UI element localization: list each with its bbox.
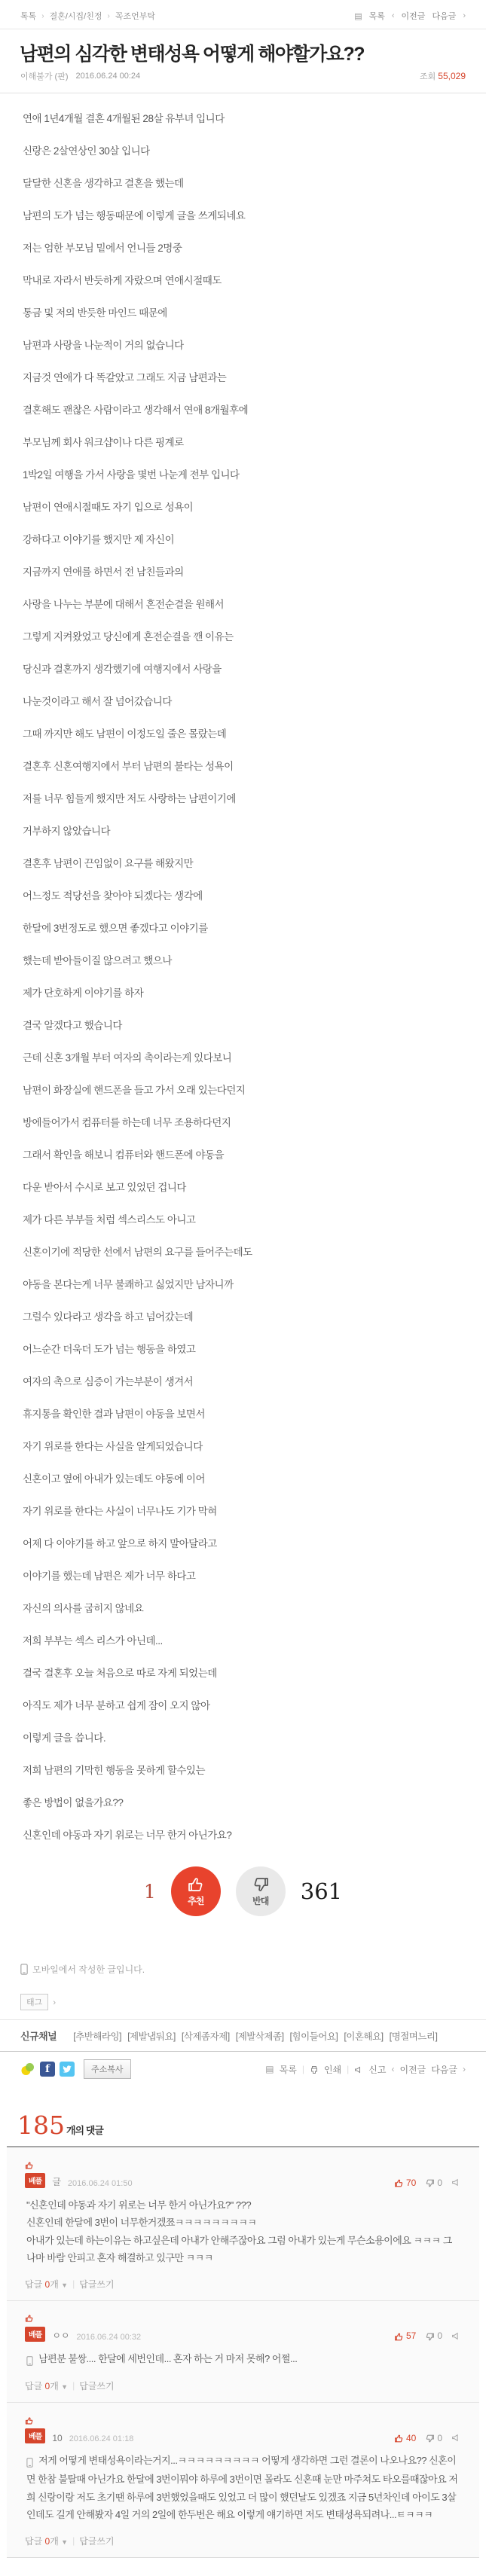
mobile-phone-icon [20, 1964, 28, 1975]
comment-list [7, 2146, 479, 2558]
post-paragraph: 남편이 화장실에 핸드폰을 들고 가서 오래 있는다던지 [23, 1085, 246, 1096]
comment-upvote-count: 57 [405, 2330, 417, 2342]
prev-post-link[interactable]: 이전글 [399, 2064, 426, 2075]
post-paragraph: 여자의 촉으로 심증이 가는부분이 생겨서 [23, 1376, 194, 1387]
comment-downvote-button[interactable] [425, 2178, 442, 2188]
channel-link[interactable]: [제발삭제좀] [235, 2031, 284, 2042]
post-paragraph: 신랑은 2살연상인 30살 입니다 [23, 145, 150, 157]
post-paragraph: 저희 남편의 기막힌 행동을 못하게 할수있는 [23, 1765, 205, 1776]
post-paragraph: 자기 위로를 한다는 사실이 너무나도 기가 막혀 [23, 1506, 217, 1517]
comment-count: 185 [17, 2111, 65, 2140]
thumb-down-icon [425, 2178, 435, 2188]
best-reply-badge-label: 베플 [25, 2428, 45, 2443]
comment-downvote-button[interactable] [425, 2330, 442, 2341]
next-arrow-icon: › [463, 2064, 466, 2074]
post-paragraph: 자기 위로를 한다는 사실을 알게되었습니다 [23, 1441, 203, 1452]
next-arrow-icon: › [463, 11, 466, 20]
post-paragraph: 그래서 확인을 해보니 컴퓨터와 핸드폰에 야동을 [23, 1149, 225, 1161]
comment-downvote-count: 0 [437, 2432, 442, 2443]
post-paragraph: 어제 다 이야기를 하고 앞으로 하지 말아달라고 [23, 1538, 217, 1549]
comment-author: ㅇㅇ [52, 2330, 70, 2341]
upvote-count: 1 [143, 1880, 156, 1903]
write-reply-button[interactable]: 답글쓰기 [79, 2535, 115, 2547]
share-row [0, 2051, 486, 2091]
list-icon: ▤ [354, 11, 362, 21]
post-paragraph: 그때 까지만 해도 남편이 이정도일 줄은 몰랐는데 [23, 728, 227, 740]
comment-item [7, 2301, 479, 2403]
post-paragraph: 남편이 연애시절때도 자기 입으로 성욕이 [23, 502, 194, 513]
post-paragraph: 달달한 신혼을 생각하고 결혼을 했는데 [23, 178, 184, 189]
comment-author: 글 [52, 2177, 61, 2187]
comment-line: "신혼인데 야동과 자기 위로는 너무 한거 아닌가요?" ??? [26, 2199, 252, 2211]
breadcrumb-separator-icon: › [41, 11, 44, 20]
post-paragraph: 결혼해도 괜찮은 사람이라고 생각해서 연애 8개월후에 [23, 404, 249, 416]
comment-line: 신혼인데 한달에 3번이 너무한거겠쬬ㅋㅋㅋㅋㅋㅋㅋㅋㅋ [26, 2217, 257, 2229]
view-count-label: 조회 [419, 72, 436, 81]
post-paragraph: 근데 신혼 3개월 부터 여자의 촉이라는게 있다보니 [23, 1052, 232, 1064]
prev-arrow-icon: ‹ [391, 11, 395, 20]
post-body [0, 93, 486, 1841]
report-icon [354, 2064, 363, 2074]
downvote-count: 361 [300, 1879, 343, 1904]
kakao-share-icon[interactable] [20, 2062, 35, 2077]
comment-report-button[interactable] [451, 2433, 461, 2443]
post-paragraph: 사랑을 나누는 부분에 대해서 혼전순결을 원해서 [23, 599, 225, 610]
post-paragraph: 연애 1년4개월 결혼 4개월된 28살 유부녀 입니다 [23, 113, 225, 124]
post-paragraph: 그렇게 지켜왔었고 당신에게 혼전순결을 깬 이유는 [23, 631, 234, 642]
comment-text [26, 2196, 460, 2267]
thumb-up-icon [25, 2414, 34, 2428]
post-paragraph: 했는데 받아들이질 않으려고 했으나 [23, 955, 172, 966]
breadcrumb-board[interactable]: 꼭조언부탁 [115, 12, 155, 21]
breadcrumb-separator-icon: › [107, 11, 110, 20]
channel-link[interactable]: [제발냅둬요] [127, 2031, 176, 2042]
post-paragraph: 아직도 제가 너무 분하고 쉽게 잠이 오지 않아 [23, 1700, 210, 1711]
new-channels-row [0, 2019, 486, 2051]
comment-item [7, 2147, 479, 2301]
best-reply-badge-label: 베플 [25, 2173, 45, 2188]
tag-label: 태그 [20, 1994, 48, 2010]
post-paragraph: 결국 결혼후 오늘 처음으로 따로 자게 되었는데 [23, 1668, 217, 1679]
post-paragraph: 남편의 도가 넘는 행동때문에 이렇게 글을 쓰게되네요 [23, 210, 246, 221]
reply-toggle[interactable]: 답글 0개 ▼ [25, 2380, 69, 2391]
thumb-up-icon [394, 2178, 404, 2188]
comment-line: 남편분 불쌍.... 한달에 세번인데... 혼자 하는 거 마저 못해? 어쩔... [38, 2352, 298, 2364]
next-post-link[interactable]: 다음글 [432, 12, 457, 21]
comment-date: 2016.06.24 01:18 [69, 2434, 134, 2443]
post-paragraph: 통금 및 저의 반듯한 마인드 때문에 [23, 307, 167, 319]
list-link[interactable]: 목록 [279, 2064, 297, 2075]
post-paragraph: 어느순간 더욱더 도가 넘는 행동을 하였고 [23, 1344, 196, 1355]
facebook-share-icon[interactable]: f [40, 2062, 55, 2077]
print-icon [310, 2064, 319, 2074]
post-paragraph: 결국 알겠다고 했습니다 [23, 1020, 122, 1031]
comment-report-button[interactable] [451, 2178, 461, 2187]
reply-toggle[interactable]: 답글 0개 ▼ [25, 2278, 69, 2290]
post-paragraph: 신혼이고 옆에 아내가 있는데도 야동에 이어 [23, 1473, 205, 1485]
post-paragraph: 강하다고 이야기를 했지만 제 자신이 [23, 534, 175, 545]
post-paragraph: 야동을 본다는게 너무 불쾌하고 싫었지만 남자니까 [23, 1279, 234, 1290]
divider: | [301, 2064, 304, 2074]
comment-upvote-count: 70 [405, 2177, 417, 2188]
comments-header [7, 2101, 479, 2146]
divider: | [347, 2064, 350, 2074]
comment-downvote-count: 0 [437, 2330, 442, 2342]
comment-line: 아내가 있는데 하는이유는 하고싶은데 아내가 안해주잖아요 그럼 아내가 있는게 무슨소용이에요 ㅋㅋㅋ 그나마 바람 안피고 혼자 해결하고 있구만 ㅋㅋㅋ [26, 2234, 452, 2264]
new-channels-label: 신규채널 [20, 2031, 57, 2042]
comment-line: 저게 어떻게 변태성욕이라는거지...ㅋㅋㅋㅋㅋㅋㅋㅋㅋ 어떻게 생각하면 그런 결론이 나오나요?? 신혼이면 한참 불탈때 아닌가요 한달에 3번이뭐야 하루에 3번이면 몰라도 신혼때 눈만 마주쳐도 타오를때잖아요 저희 신랑이랑 저도 초기땐 하루에 3번했었을때도 있었고 더 많이 했던날도 있겠죠 지금 5년차인데 아이도 3살인데도 길게 안해봤자 4일 거의 2일에 한두번은 해요 이렇게 얘기하면 저도 변태성욕되려나...ㅌㅋㅋㅋ [26, 2454, 458, 2521]
mobile-phone-icon [26, 2456, 35, 2468]
prev-post-link[interactable]: 이전글 [401, 12, 426, 21]
report-link[interactable]: 신고 [368, 2064, 387, 2075]
post-paragraph: 1박2일 여행을 가서 사랑을 몇번 나눈게 전부 입니다 [23, 469, 240, 481]
post-paragraph: 저를 너무 힘들게 했지만 저도 사랑하는 남편이기에 [23, 793, 236, 804]
channel-link[interactable]: [명절며느리] [389, 2031, 438, 2042]
best-reply-badge [25, 2414, 45, 2443]
post-paragraph: 어느정도 적당선을 찾아야 되겠다는 생각에 [23, 890, 203, 902]
comment-upvote-button[interactable] [394, 2330, 416, 2341]
bottom-post-nav [265, 2063, 466, 2076]
divider: | [72, 2535, 75, 2547]
post-paragraph: 자신의 의사를 굽히지 않네요 [23, 1603, 144, 1614]
tag-row [20, 1994, 466, 2010]
post-meta [0, 70, 486, 93]
mobile-phone-icon [26, 2355, 35, 2366]
channel-link[interactable]: [추반해라잉] [73, 2031, 122, 2042]
post-paragraph: 제가 다른 부부들 처럼 섹스리스도 아니고 [23, 1214, 196, 1225]
print-link[interactable]: 인쇄 [323, 2064, 342, 2075]
channel-link[interactable]: [삭제좀자제] [181, 2031, 230, 2042]
top-post-nav [354, 10, 466, 22]
thumb-up-icon [394, 2433, 404, 2443]
post-paragraph: 남편과 사랑을 나눈적이 거의 없습니다 [23, 340, 184, 351]
comments-section [7, 2101, 479, 2558]
post-paragraph: 저희 부부는 섹스 리스가 아닌데... [23, 1635, 163, 1647]
write-reply-button[interactable]: 답글쓰기 [79, 2278, 115, 2290]
chevron-down-icon: ▼ [61, 2281, 69, 2289]
comment-count-suffix: 개의 댓글 [66, 2125, 103, 2136]
tag-arrow-icon: › [53, 1998, 56, 2007]
comment-downvote-count: 0 [437, 2177, 442, 2188]
chevron-down-icon: ▼ [61, 2538, 69, 2546]
post-paragraph: 다운 받아서 수시로 보고 있었던 겁니다 [23, 1182, 186, 1193]
prev-arrow-icon: ‹ [391, 2064, 395, 2074]
post-paragraph: 결혼후 신혼여행지에서 부터 남편의 불타는 성욕이 [23, 761, 234, 772]
post-paragraph: 지금것 연애가 다 똑같았고 그래도 지금 남편과는 [23, 372, 227, 383]
best-reply-badge [25, 2159, 45, 2188]
post-paragraph: 이야기를 했는데 남편은 제가 너무 하다고 [23, 1570, 196, 1582]
breadcrumb [20, 10, 155, 22]
list-icon: ▤ [265, 2064, 274, 2074]
channel-link[interactable]: [이혼해요] [344, 2031, 384, 2042]
post-date: 2016.06.24 00:24 [75, 72, 141, 81]
comment-text [26, 2452, 460, 2524]
comment-footer [25, 2278, 461, 2291]
next-post-link[interactable]: 다음글 [431, 2064, 457, 2075]
mobile-note [20, 1963, 466, 1976]
view-count [420, 70, 466, 82]
comment-downvote-button[interactable] [425, 2433, 442, 2443]
upvote-label: 추천 [188, 1896, 204, 1906]
post-paragraph: 부모님께 회사 워크샵이나 다른 핑계로 [23, 437, 184, 448]
best-reply-badge-label: 베플 [25, 2327, 45, 2342]
breadcrumb-section[interactable]: 톡톡 [20, 12, 37, 21]
best-reply-badge [25, 2312, 45, 2342]
comment-author: 10 [52, 2432, 63, 2443]
thumb-up-icon [394, 2330, 404, 2341]
post-author: 이해불가 (판) [20, 72, 69, 81]
comment-text [26, 2350, 460, 2369]
post-paragraph: 이렇게 글을 씁니다. [23, 1732, 106, 1744]
post-paragraph: 휴지통을 확인한 결과 남편이 야동을 보면서 [23, 1409, 205, 1420]
thumb-down-icon [425, 2330, 435, 2341]
comment-footer [25, 2535, 461, 2547]
view-count-number: 55,029 [438, 71, 466, 81]
post-paragraph: 방에들어가서 컴퓨터를 하는데 너무 조용하다던지 [23, 1117, 231, 1128]
divider: | [72, 2278, 75, 2290]
post-paragraph: 한달에 3번정도로 했으면 좋겠다고 이야기를 [23, 923, 208, 934]
mobile-note-text: 모바일에서 작성한 글입니다. [32, 1964, 145, 1975]
page-title: 남편의 심각한 변태성욕 어떻게 해야할가요?? [20, 44, 365, 65]
post-paragraph: 좋은 방법이 없을가요?? [23, 1797, 124, 1808]
twitter-share-icon[interactable] [60, 2062, 75, 2077]
copy-url-button[interactable]: 주소복사 [84, 2059, 131, 2079]
downvote-label: 반대 [252, 1896, 269, 1906]
post-paragraph: 저는 엄한 부모님 밑에서 언니들 2명중 [23, 243, 182, 254]
comment-report-button[interactable] [451, 2331, 461, 2341]
write-reply-button[interactable]: 답글쓰기 [79, 2380, 115, 2391]
chevron-down-icon: ▼ [61, 2382, 69, 2391]
thumb-down-icon [252, 1876, 270, 1894]
channel-link[interactable]: [힘이들어요] [289, 2031, 338, 2042]
list-link[interactable]: 목록 [368, 12, 385, 21]
thumb-up-icon [25, 2159, 34, 2172]
comment-upvote-button[interactable] [394, 2433, 416, 2443]
post-paragraph: 거부하지 않았습니다 [23, 826, 111, 837]
downvote-button[interactable] [236, 1866, 286, 1916]
post-paragraph: 그럴수 있다라고 생각을 하고 넘어갔는데 [23, 1311, 194, 1323]
comment-upvote-button[interactable] [394, 2178, 416, 2188]
thumb-up-icon [187, 1876, 205, 1894]
vote-section [0, 1866, 486, 1916]
thumb-down-icon [425, 2433, 435, 2443]
post-paragraph: 제가 단호하게 이야기를 하자 [23, 987, 144, 999]
post-paragraph: 당신과 결혼까지 생각했기에 여행지에서 사랑을 [23, 664, 222, 675]
upvote-button[interactable] [171, 1866, 221, 1916]
post-paragraph: 막내로 자라서 반듯하게 자랐으며 연애시절때도 [23, 275, 222, 286]
new-channels-list [73, 2029, 437, 2043]
post-paragraph: 결혼후 남편이 끈임없이 요구를 해왔지만 [23, 858, 194, 869]
comment-footer [25, 2379, 461, 2392]
comment-upvote-count: 40 [405, 2432, 417, 2443]
post-paragraph: 신혼이기에 적당한 선에서 남편의 요구를 들어주는데도 [23, 1247, 252, 1258]
reply-toggle[interactable]: 답글 0개 ▼ [25, 2535, 69, 2547]
post-paragraph: 지금까지 연애를 하면서 전 남친들과의 [23, 566, 184, 578]
top-bar [0, 0, 486, 29]
comment-date: 2016.06.24 00:32 [76, 2332, 142, 2342]
divider: | [72, 2380, 75, 2391]
post-paragraph: 신혼인데 야동과 자기 위로는 너무 한거 아닌가요? [23, 1830, 232, 1841]
comment-date: 2016.06.24 01:50 [67, 2179, 133, 2188]
comment-item [7, 2403, 479, 2557]
thumb-up-icon [25, 2312, 34, 2326]
breadcrumb-category[interactable]: 결혼/시집/친정 [49, 12, 102, 21]
post-paragraph: 나눈것이라고 해서 잘 넘어갔습니다 [23, 696, 172, 707]
